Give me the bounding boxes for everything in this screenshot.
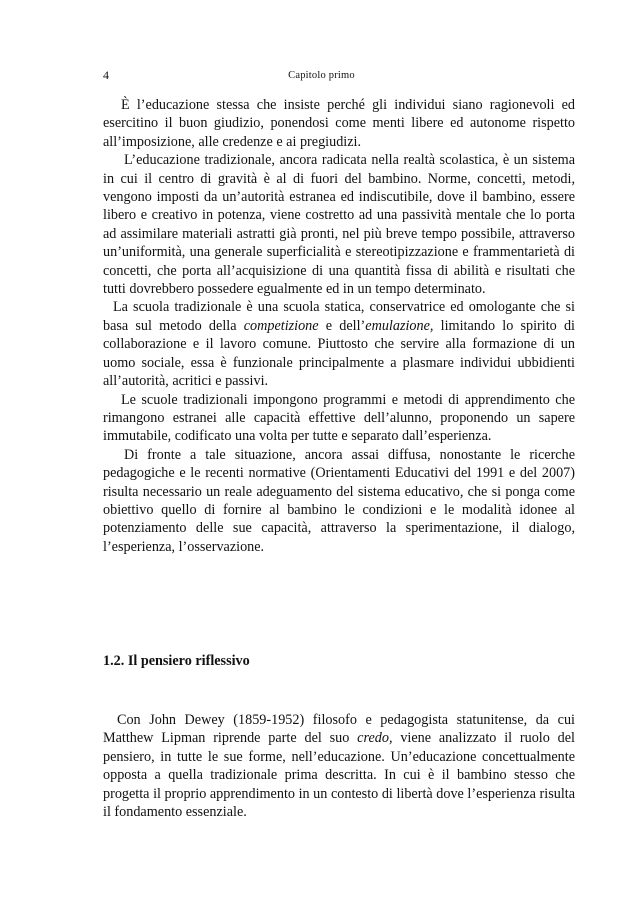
paragraph-text: La scuola tradizionale è una scuola statica, conservatrice ed omologante che si basa sul metodo della — [103, 299, 575, 334]
paragraph: È l’educazione stessa che insiste perché gli individui siano ragionevoli ed esercitino il buon giudizio, ponendosi come menti libere ed autonome rispetto all’imposizione, alle credenze e ai pregiudizi. — [103, 97, 575, 150]
paragraph: Di fronte a tale situazione, ancora assai diffusa, nonostante le ricerche pedagogiche e le recenti normative (Orientamenti Educativi del 1991 e del 2007) risulta necessario un reale adeguamento del sistema educativo, che si ponga come obiettivo quello di fornire al bambino le condizioni e le modalità idonee al potenziamento delle sue capacità, attraverso la sperimentazione, il dialogo, l’esperienza, l’osservazione. — [103, 446, 575, 555]
emphasis-text: competizione — [243, 317, 319, 334]
body-text — [103, 96, 575, 556]
paragraph-text: limitando lo spirito di collaborazione e il lavoro comune. Piuttosto che servire alla formazione di un uomo sociale, essa è funzionale principalmente a plasmare individui ubbidienti all’autorità, acritici e passivi. — [103, 317, 575, 390]
paragraph — [103, 298, 575, 390]
paragraph-text: e dell’ — [318, 317, 366, 334]
emphasis-text: emulazione, — [365, 317, 434, 334]
paragraph — [103, 711, 575, 821]
running-head: Capitolo primo — [288, 70, 355, 81]
page-number: 4 — [103, 68, 109, 82]
emphasis-text: credo, — [357, 730, 393, 747]
paragraph-text: Con John Dewey (1859-1952) filosofo e pedagogista statunitense, da cui Matthew Lipman riprende parte del suo — [103, 712, 575, 747]
section-heading: 1.2. Il pensiero riflessivo — [103, 653, 250, 669]
paragraph: Le scuole tradizionali impongono programmi e metodi di apprendimento che rimangono estranei alle capacità effettive dell’alunno, proponendo un sapere immutabile, codificato una volta per tutte e separato dall’esperienza. — [103, 391, 575, 445]
paragraph-text: viene analizzato il ruolo del pensiero, in tutte le sue forme, nell’educazione. Un’educazione concettualmente opposta a quella tradizionale prima descritta. In cui è il bambino stesso che progetta il proprio apprendimento in un contesto di libertà dove l’esperienza risulta il fondamento essenziale. — [103, 730, 575, 821]
section-body — [103, 711, 575, 821]
paragraph: L’educazione tradizionale, ancora radicata nella realtà scolastica, è un sistema in cui il centro di gravità è al di fuori del bambino. Norme, concetti, metodi, vengono imposti da un’autorità estranea ed indiscutibile, dove il bambino, essere libero e creativo in potenza, viene costretto ad una passività mentale che lo porta ad assimilare materiali astratti già pronti, nel più breve tempo possibile, attraverso un’uniformità, una generale superficialità e stereotipizzazione e frammentarietà di concetti, che porta all’acquisizione di una quantità fissa di abilità e risultati che tutti dovrebbero possedere egualmente ed in un tempo determinato. — [103, 152, 575, 298]
